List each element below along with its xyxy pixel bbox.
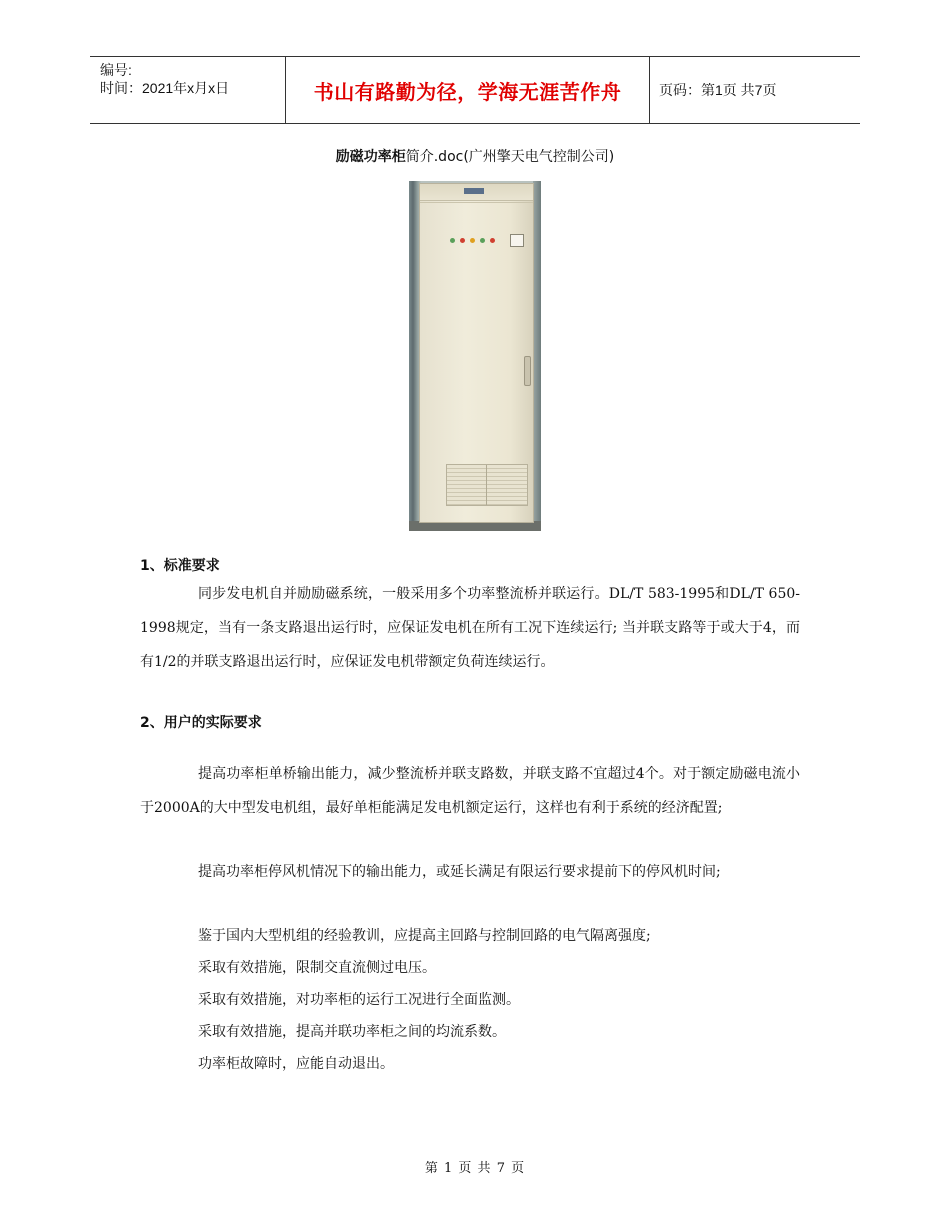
document-title — [0, 146, 950, 166]
photo-background-right — [533, 181, 541, 531]
header-motto-cell — [286, 57, 650, 123]
ventilation-grille — [446, 464, 528, 506]
doc-time-label: 时间：2021年x月x日 — [100, 80, 230, 96]
power-cabinet — [419, 183, 534, 523]
requirement-item: 采取有效措施，提高并联功率柜之间的均流系数。 — [198, 1024, 506, 1040]
requirement-item: 鉴于国内大型机组的经验教训，应提高主回路与控制回路的电气隔离强度; — [198, 928, 651, 944]
section-2-heading: 2、用户的实际要求 — [140, 715, 262, 731]
section-1-heading: 1、标准要求 — [140, 558, 220, 574]
doc-number-label: 编号: — [100, 62, 132, 78]
header-meta-cell — [90, 57, 286, 123]
door-handle — [524, 356, 531, 386]
requirement-item: 采取有效措施，限制交直流侧过电压。 — [198, 960, 436, 976]
requirement-item: 功率柜故障时，应能自动退出。 — [198, 1056, 394, 1072]
header-motto: 书山有路勤为径，学海无涯苦作舟 — [313, 79, 622, 104]
cabinet-nameplate — [464, 188, 484, 194]
indicator-lamp-2 — [460, 238, 465, 243]
page-footer: 第 1 页 共 7 页 — [424, 1161, 526, 1176]
indicator-lamp-5 — [490, 238, 495, 243]
header-page-cell — [650, 57, 860, 123]
section-2-paragraph-1: 提高功率柜单桥输出能力，减少整流桥并联支路数，并联支路不宜超过4个。对于额定励磁电流小于2000A的大中型发电机组，最好单柜能满足发电机额定运行，这样也有利于系统的经济配置; — [140, 766, 800, 816]
cabinet-door-line — [420, 202, 533, 203]
indicator-lamp-3 — [470, 238, 475, 243]
document-title-rest: 简介.doc(广州擎天电气控制公司) — [405, 149, 615, 165]
header-table — [90, 56, 860, 124]
header-page-info: 页码：第1页 共7页 — [659, 82, 777, 98]
indicator-lamp-1 — [450, 238, 455, 243]
indicator-lamp-4 — [480, 238, 485, 243]
document-title-bold: 励磁功率柜 — [335, 149, 406, 165]
requirement-item: 采取有效措施，对功率柜的运行工况进行全面监测。 — [198, 992, 520, 1008]
section-2-paragraph-2: 提高功率柜停风机情况下的输出能力，或延长满足有限运行要求提前下的停风机时间; — [198, 864, 721, 880]
cabinet-photo — [409, 181, 541, 531]
section-1-paragraph: 同步发电机自并励励磁系统，一般采用多个功率整流桥并联运行。DL/T 583-1995和DL/T 650-1998规定，当有一条支路退出运行时，应保证发电机在所有工况下连续运行; 当并联支路等于或大于4，而有1/2的并联支路退出运行时，应保证发电机带额定负荷连续运行。 — [140, 586, 800, 670]
panel-meter — [510, 234, 524, 247]
